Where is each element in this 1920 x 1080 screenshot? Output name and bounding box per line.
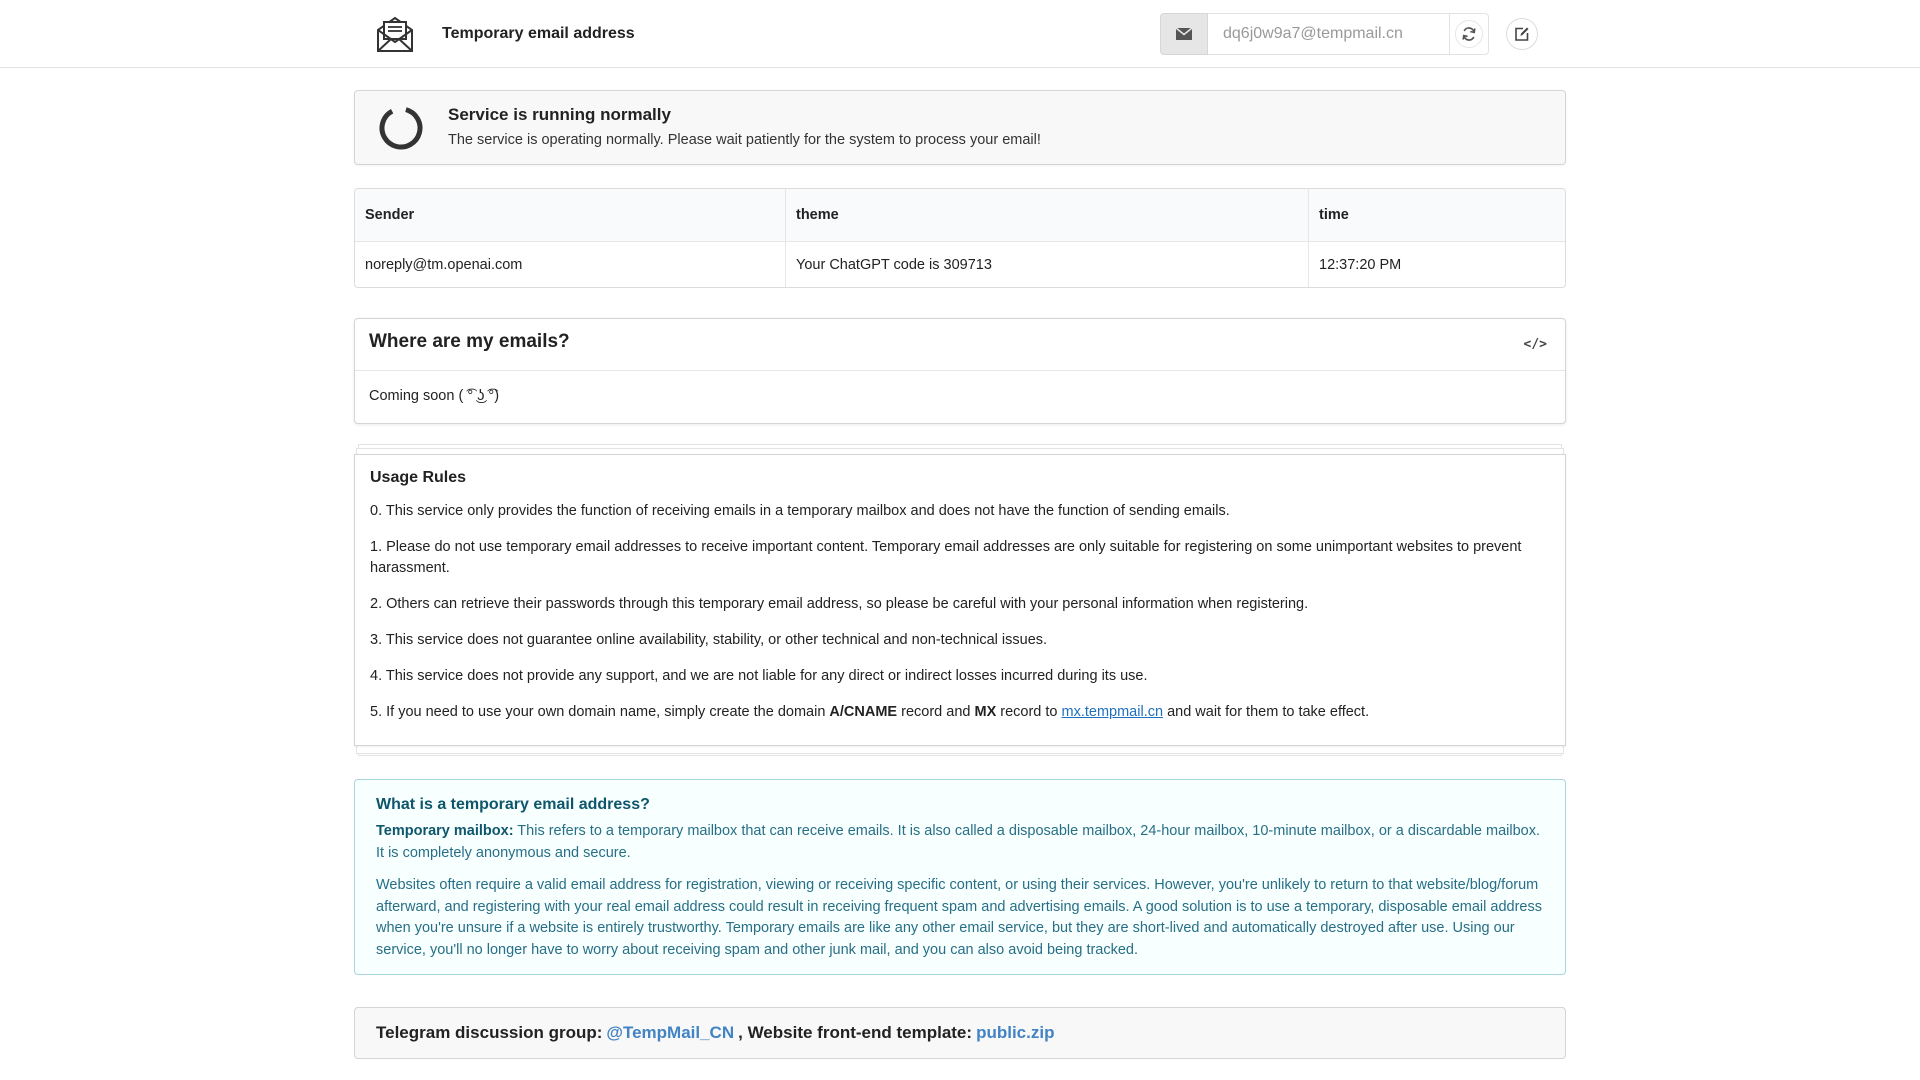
info-paragraph: Websites often require a valid email address for registration, viewing or receiving specific content, or using their services. However, you're unlikely to return to that website/blog/forum afterward, and registering with your real email address could result in receiving frequent spam and advertising emails. A good solution is to use a temporary, disposable email address when you're unsure if a website is entirely trustworthy. Temporary emails are like any other email service, but they are short-lived and automatically destroyed after use. Using our service, you'll no longer have to worry about receiving spam and other junk mail, and you can also avoid being tracked. (376, 877, 1542, 958)
brand (374, 13, 635, 55)
info-title: What is a temporary email address? (376, 796, 650, 813)
top-bar (0, 0, 1920, 68)
refresh-button-ring (1455, 20, 1483, 48)
rule-item: 4. This service does not provide any support, and we are not liable for any direct or indirect losses incurred during its use. (370, 668, 1148, 684)
rule-bold: A/CNAME (829, 704, 898, 720)
where-emails-title: Where are my emails? (369, 331, 570, 352)
cell-time: 12:37:20 PM (1308, 242, 1565, 287)
rule-item: 0. This service only provides the function of receiving emails in a temporary mailbox and does not have the function of sending emails. (370, 503, 1230, 519)
envelope-icon (1175, 27, 1193, 41)
refresh-address-button[interactable] (1449, 13, 1489, 55)
rule-text: record to (996, 704, 1062, 720)
footer-label: Telegram discussion group: (376, 1023, 603, 1042)
template-download-link[interactable]: public.zip (976, 1023, 1055, 1042)
usage-rules-card (354, 454, 1566, 746)
column-header-sender: Sender (355, 189, 785, 242)
mx-domain-link[interactable]: mx.tempmail.cn (1061, 704, 1164, 720)
where-emails-header (355, 319, 1565, 371)
address-field-group (1160, 13, 1489, 55)
telegram-group-link[interactable]: @TempMail_CN (606, 1023, 735, 1042)
rule-bold: MX (974, 704, 997, 720)
info-term: Temporary mailbox: (376, 823, 514, 839)
envelope-open-icon (374, 13, 416, 55)
rule-text: record and (897, 704, 975, 720)
footer-label: , Website front-end template: (738, 1023, 973, 1042)
usage-rules-title: Usage Rules (370, 469, 467, 486)
where-emails-body: Coming soon ( ͡° ͜ʖ ͡°) (369, 388, 500, 404)
usage-rules-stack (354, 444, 1566, 758)
service-status-panel (354, 90, 1566, 165)
info-paragraph (376, 821, 1544, 864)
address-prefix (1160, 13, 1208, 55)
edit-icon (1514, 26, 1530, 42)
temporary-email-info-box (354, 779, 1566, 975)
cell-theme: Your ChatGPT code is 309713 (785, 242, 1308, 287)
rule-item (370, 702, 1550, 723)
page-title: Temporary email address (442, 25, 635, 42)
status-description: The service is operating normally. Please wait patiently for the system to process your email! (448, 132, 1041, 148)
table-row[interactable] (355, 242, 1565, 287)
table-header-row (355, 189, 1565, 242)
inbox-table (354, 188, 1566, 288)
rule-text: and wait for them to take effect. (1163, 704, 1370, 720)
column-header-time: time (1308, 189, 1565, 242)
cell-sender: noreply@tm.openai.com (365, 256, 523, 273)
rule-item: 1. Please do not use temporary email addresses to receive important content. Temporary email addresses are only suitable for registering on some unimportant websites to prevent harassment. (370, 539, 1522, 576)
edit-address-button[interactable] (1506, 18, 1538, 50)
status-title: Service is running normally (448, 105, 671, 124)
info-text: This refers to a temporary mailbox that can receive emails. It is also called a disposable mailbox, 24-hour mailbox, 10-minute mailbox, or a discardable mailbox. It is completely anonymous and secure. (376, 823, 1541, 861)
refresh-icon (1461, 26, 1477, 42)
rule-text: 5. If you need to use your own domain name, simply create the domain (370, 704, 830, 720)
rule-item: 2. Others can retrieve their passwords through this temporary email address, so please be careful with your personal information when registering. (370, 596, 1309, 612)
rule-item: 3. This service does not guarantee online availability, stability, or other technical and non-technical issues. (370, 632, 1048, 648)
column-header-theme: theme (785, 189, 1308, 242)
where-emails-card (354, 318, 1566, 424)
loading-spinner-icon (377, 104, 425, 152)
code-icon[interactable]: </> (1523, 337, 1547, 352)
footer-panel (354, 1007, 1566, 1059)
email-address-field[interactable] (1208, 13, 1449, 55)
